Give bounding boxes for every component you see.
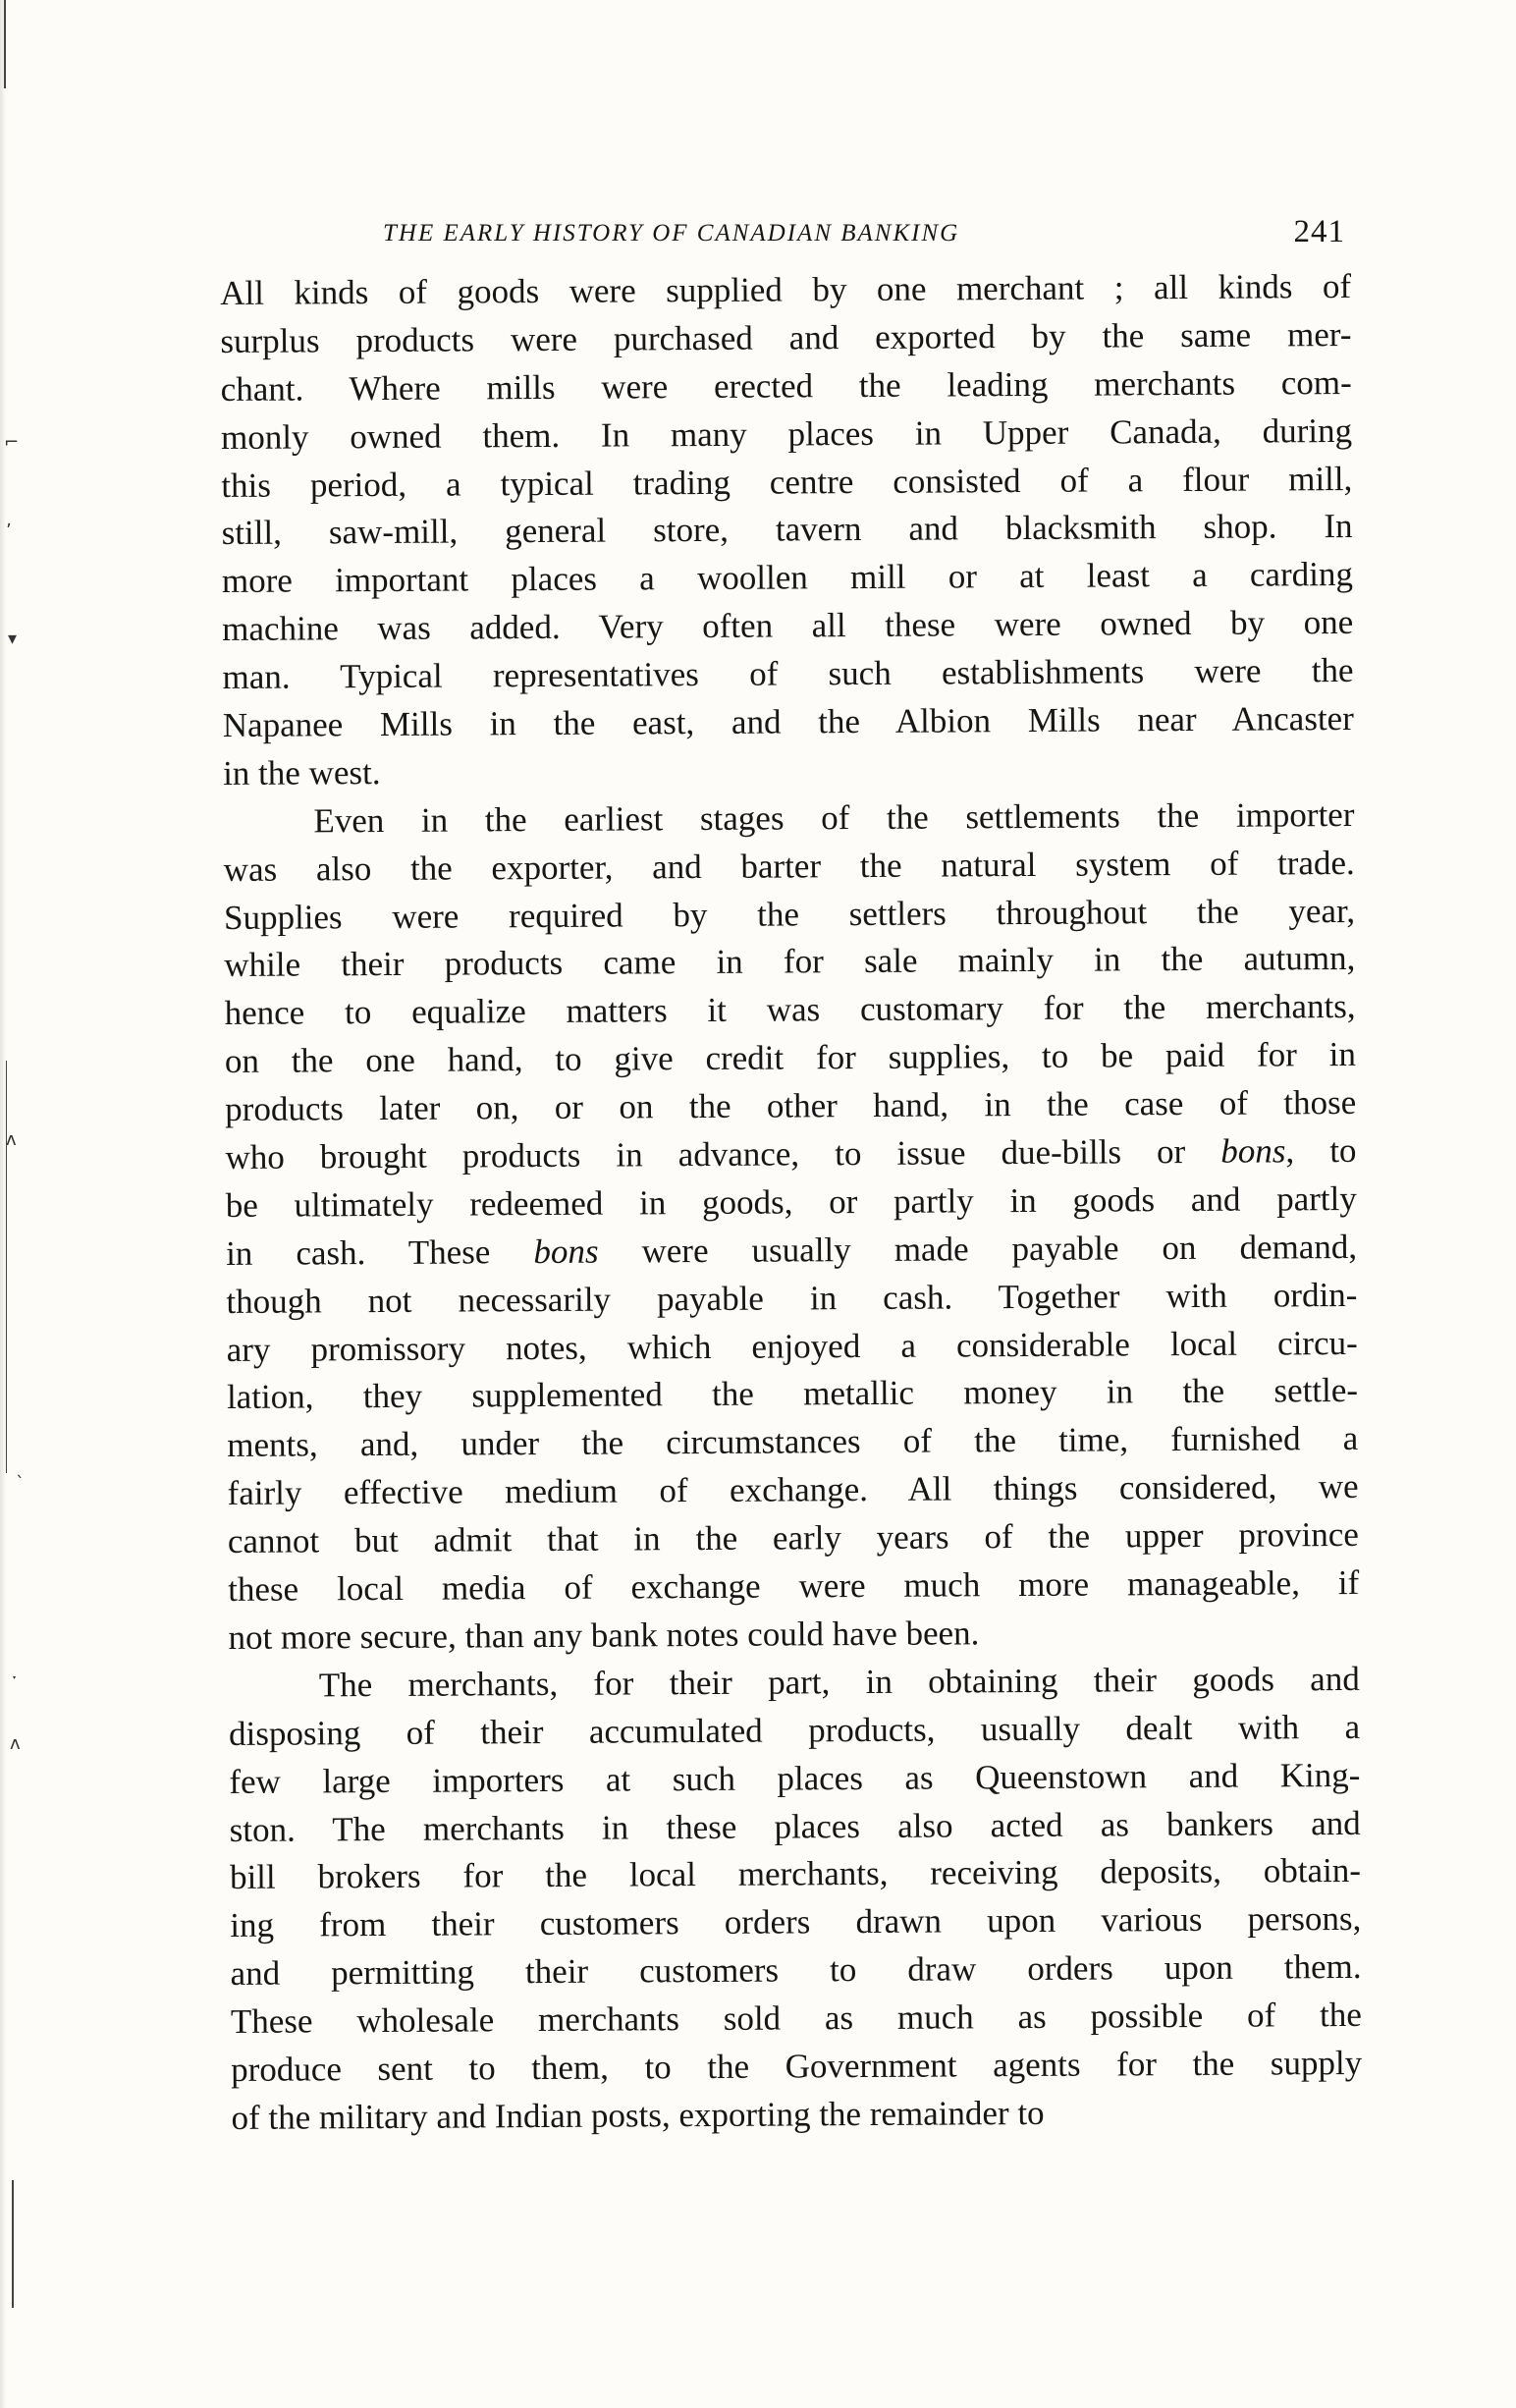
text-line: these local media of exchange were much more manageable, if: [228, 1562, 1360, 1610]
text-line: cannot but admit that in the early years of the upper province: [227, 1515, 1360, 1561]
text-line: more important places a woollen mill or at least a carding: [221, 555, 1354, 601]
text-line: ing from their customers orders drawn upon various persons,: [230, 1899, 1362, 1945]
binding-mark: [4, 0, 6, 88]
text-line: few large importers at such places as Queenstown and King-: [229, 1755, 1361, 1801]
text-line: still, saw-mill, general store, tavern and blacksmith shop. In: [221, 507, 1353, 553]
text-line: not more secure, than any bank notes could have been.: [228, 1614, 980, 1657]
text-line: products later on, or on the other hand, in the case of those: [225, 1083, 1357, 1129]
body-text: [220, 263, 1363, 2143]
margin-tick: ʌ: [10, 1733, 21, 1754]
text-line: fairly effective medium of exchange. All things considered, we: [227, 1467, 1359, 1513]
text-segment: in cash. These: [225, 1231, 534, 1273]
paragraph: [223, 792, 1359, 1663]
text-line: in the west.: [223, 752, 381, 793]
margin-tick: ˋ: [16, 1473, 25, 1494]
text-line: [225, 1127, 1356, 1182]
text-line: of the military and Indian posts, exporting the remainder to: [231, 2093, 1045, 2137]
text-line: surplus products were purchased and exported by the same mer-: [220, 314, 1352, 360]
text-line: monly owned them. In many places in Upper Canada, during: [220, 410, 1353, 457]
italic-term: bons: [1220, 1131, 1286, 1171]
text-line: this period, a typical trading centre consisted of a flour mill,: [221, 459, 1353, 505]
text-line: Supplies were required by the settlers throughout the year,: [223, 891, 1356, 937]
text-line: while their products came in for sale mainly in the autumn,: [224, 939, 1356, 985]
italic-term: bons: [533, 1231, 599, 1271]
margin-tick: ʼ: [6, 520, 12, 541]
text-line: disposing of their accumulated products, usually dealt with a: [228, 1707, 1361, 1753]
text-line: on the one hand, to give credit for supplies, to be paid for in: [224, 1035, 1357, 1081]
page-header: [226, 214, 1355, 263]
text-segment: were usually made payable on demand,: [598, 1227, 1358, 1271]
margin-tick: ⌐: [4, 432, 20, 453]
text-line: lation, they supplemented the metallic money in the settle-: [226, 1371, 1359, 1417]
text-line: The merchants, for their part, in obtaining their goods and: [318, 1659, 1360, 1705]
paragraph: [220, 263, 1354, 798]
margin-tick: ˑ: [12, 1669, 19, 1690]
text-line: chant. Where mills were erected the leading merchants com-: [220, 362, 1352, 409]
text-line: was also the exporter, and barter the natural system of trade.: [223, 843, 1355, 889]
text-segment: who brought products in advance, to issue due-bills or: [225, 1131, 1221, 1177]
running-title: THE EARLY HISTORY OF CANADIAN BANKING: [383, 220, 960, 246]
text-line: machine was added. Very often all these were owned by one: [222, 603, 1354, 649]
text-line: ston. The merchants in these places also acted as bankers and: [229, 1803, 1361, 1849]
text-line: though not necessarily payable in cash. Together with ordin-: [226, 1275, 1358, 1321]
paragraph: [229, 1656, 1363, 2143]
text-line: hence to equalize matters it was customary for the merchants,: [224, 987, 1356, 1033]
binding-mark: [12, 2180, 14, 2308]
text-line: ary promissory notes, which enjoyed a considerable local circu-: [226, 1323, 1358, 1369]
margin-tick: ʌ: [6, 1129, 17, 1150]
text-line: be ultimately redeemed in goods, or partly in goods and partly: [225, 1178, 1357, 1225]
text-segment: , to: [1285, 1130, 1357, 1171]
text-line: [226, 1224, 1357, 1279]
text-line: bill brokers for the local merchants, receiving deposits, obtain-: [229, 1851, 1362, 1897]
text-line: These wholesale merchants sold as much as possible of the: [230, 1995, 1362, 2042]
text-line: ments, and, under the circumstances of the time, furnished a: [227, 1419, 1359, 1465]
text-line: and permitting their customers to draw orders upon them.: [230, 1947, 1362, 1994]
page-number: 241: [1293, 214, 1345, 249]
text-line: Even in the earliest stages of the settlements the importer: [313, 794, 1355, 841]
text-line: produce sent to them, to the Government agents for the supply: [231, 2043, 1363, 2089]
text-line: Napanee Mills in the east, and the Albion Mills near Ancaster: [222, 698, 1354, 745]
text-line: All kinds of goods were supplied by one merchant ; all kinds of: [220, 266, 1352, 312]
binding-mark: [6, 1061, 7, 1473]
margin-tick: ▾: [8, 629, 18, 649]
text-line: man. Typical representatives of such establishments were the: [222, 651, 1354, 697]
